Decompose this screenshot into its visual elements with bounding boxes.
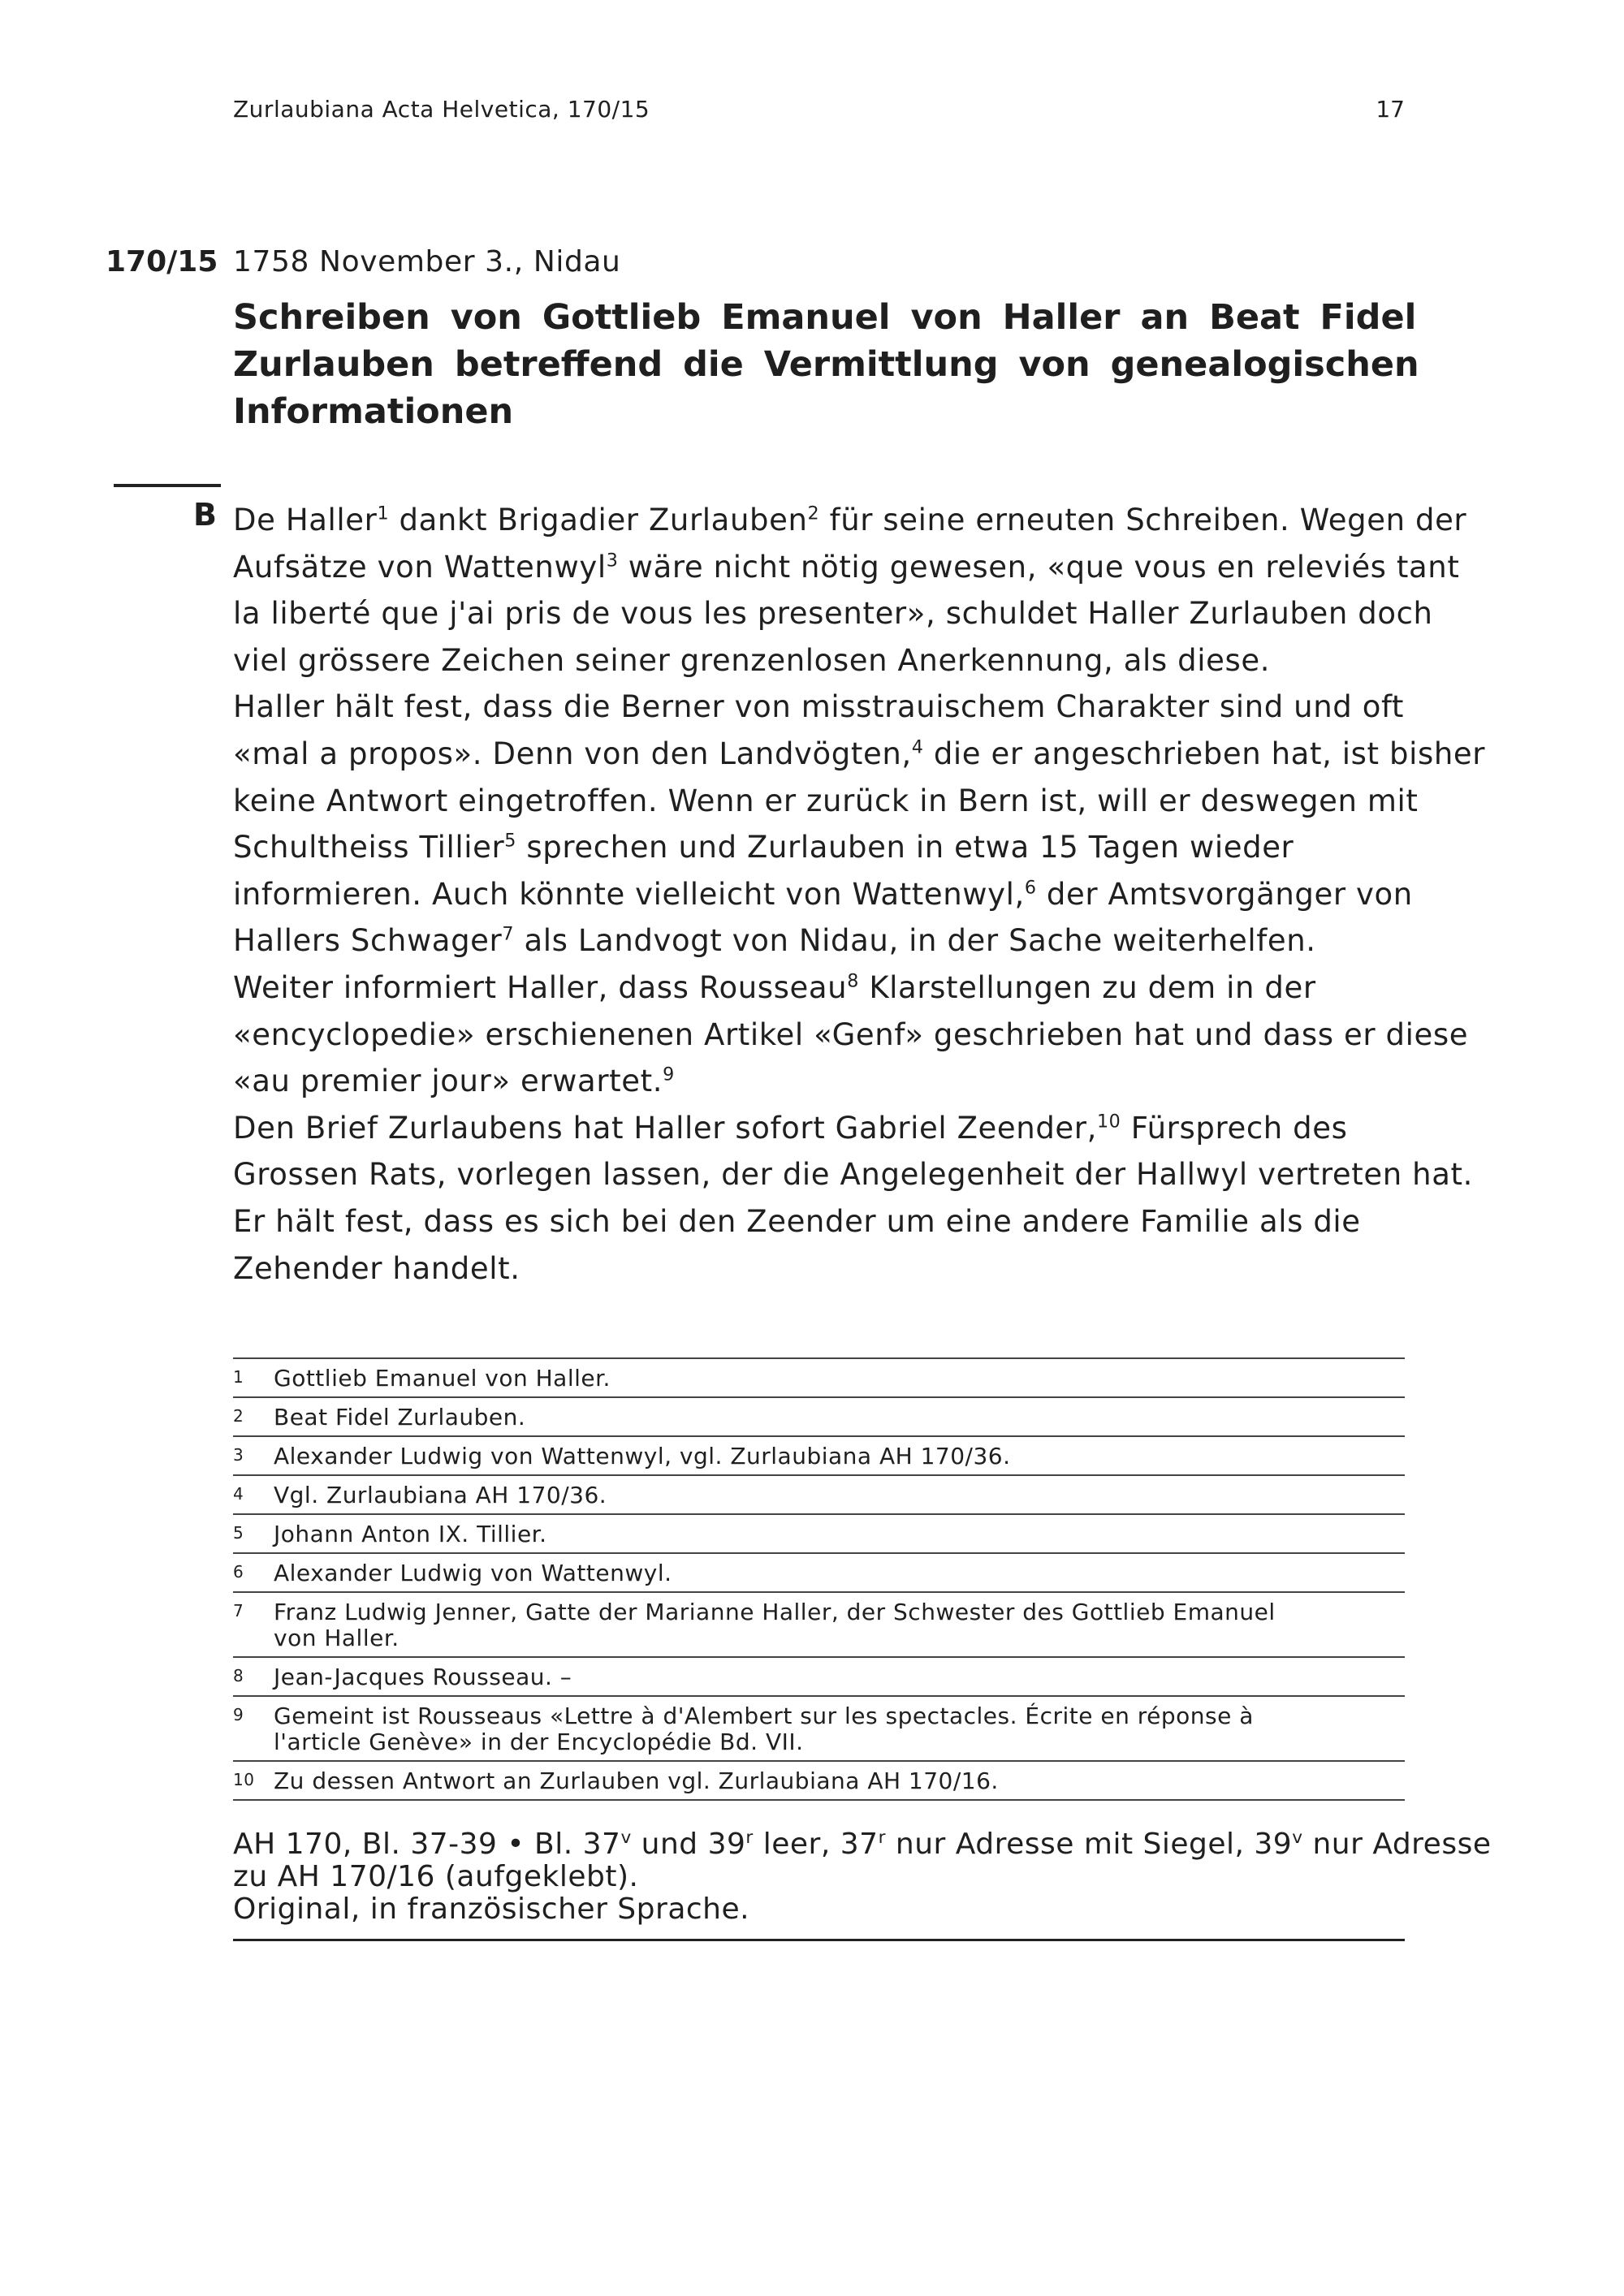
footnote-ref: 2 [807,503,820,524]
footnote-ref: 3 [606,550,619,572]
summary-line: la liberté que j'ai pris de vous les presenter», schuldet Haller Zurlauben doch [233,596,1433,632]
footnote-ref: 5 [504,830,517,852]
footnote-ref: v [620,1828,632,1848]
summary-line: Hallers Schwager$^7$ als Landvogt von Nidau, in der Sache weiterhelfen. [233,923,1316,959]
footnote [233,1435,1405,1474]
archive-line: AH 170, Bl. 37-39 • Bl. 37$^v$ und 39$^r$ leer, 37$^r$ nur Adresse mit Siegel, 39$^v$ nur Adresse [233,1828,1492,1861]
footnote-text: Beat Fidel Zurlauben. [274,1404,526,1431]
footnote [233,1656,1405,1695]
archive-line: zu AH 170/16 (aufgeklebt). [233,1860,639,1893]
footnote-text: l'article Genève» in der Encyclopédie Bd. VII. [274,1728,804,1755]
summary-line: Zehender handelt. [233,1250,520,1286]
footnote-number: 9 [233,1705,244,1724]
footnote-number: 8 [233,1666,244,1685]
summary-line: Er hält fest, dass es sich bei den Zeender um eine andere Familie als die [233,1203,1361,1239]
title-line: Schreiben von Gottlieb Emanuel von Haller an Beat Fidel [233,297,1417,338]
summary-line: Schultheiss Tillier$^5$ sprechen und Zurlauben in etwa 15 Tagen wieder [233,830,1294,865]
footnote-text: Franz Ludwig Jenner, Gatte der Marianne Haller, der Schwester des Gottlieb Emanuel [274,1599,1276,1625]
footnote [233,1474,1405,1513]
footnote-number: 5 [233,1523,244,1543]
footnote [233,1552,1405,1591]
footnote-ref: v [1292,1828,1303,1848]
footnote-text: von Haller. [274,1625,400,1651]
footnote [233,1357,1405,1396]
footnote [233,1513,1405,1552]
entry-number: 170/15 [106,245,218,278]
summary-line: De Haller$^1$ dankt Brigadier Zurlauben$^2$ für seine erneuten Schreiben. Wegen der [233,503,1467,537]
footnote-ref: r [745,1828,754,1848]
archive-line: Original, in französischer Sprache. [233,1892,750,1926]
title-line: Informationen [233,391,514,432]
footnote-text: Gottlieb Emanuel von Haller. [274,1365,611,1392]
footnote-number: 6 [233,1562,244,1582]
footnote-text: Zu dessen Antwort an Zurlauben vgl. Zurlaubiana AH 170/16. [274,1767,999,1794]
footnote-ref: 10 [1096,1111,1121,1133]
entry-title [233,294,1419,435]
section-letter: B [193,497,217,533]
summary-line: Den Brief Zurlaubens hat Haller sofort Gabriel Zeender,$^{10}$ Fürsprech des [233,1110,1348,1146]
footnote-text: Alexander Ludwig von Wattenwyl. [274,1560,672,1586]
footnote-ref: 7 [502,924,515,946]
footnote-text: Vgl. Zurlaubiana AH 170/36. [274,1482,607,1508]
footnote-number: 1 [233,1367,244,1387]
footnote-ref: 6 [1024,877,1037,899]
footnotes [233,1357,1405,1801]
page-number: 17 [1376,96,1405,123]
footnote-text: Gemeint ist Rousseaus «Lettre à d'Alembert sur les spectacles. Écrite en réponse à [274,1703,1254,1729]
footnote [233,1695,1405,1760]
summary-line: informieren. Auch könnte vielleicht von Wattenwyl,$^6$ der Amtsvorgänger von [233,876,1413,912]
footnote-ref: 8 [847,970,859,992]
footnote-ref: r [878,1828,886,1848]
section-rule [114,484,221,487]
footnote-ref: 1 [377,503,390,524]
footnote-number: 3 [233,1445,244,1465]
summary-line: Aufsätze von Wattenwyl$^3$ wäre nicht nötig gewesen, «que vous en releviés tant [233,549,1460,585]
summary-line: Grossen Rats, vorlegen lassen, der die Angelegenheit der Hallwyl vertreten hat. [233,1157,1473,1193]
summary-line: «au premier jour» erwartet.$^9$ [233,1064,675,1099]
summary-line: keine Antwort eingetroffen. Wenn er zurück in Bern ist, will er deswegen mit [233,783,1419,818]
footnote-number: 7 [233,1601,244,1621]
summary-line: «encyclopedie» erschienenen Artikel «Genf» geschrieben hat und dass er diese [233,1016,1469,1052]
footnotes-end-rule [233,1799,1405,1801]
footnote-number: 10 [233,1770,255,1789]
footnote [233,1396,1405,1435]
archive-reference [233,1828,1492,1941]
footnote-ref: 4 [911,736,924,758]
footnote [233,1591,1405,1656]
running-title: Zurlaubiana Acta Helvetica, 170/15 [233,96,650,123]
title-line: Zurlauben betreffend die Vermittlung von genealogischen [233,344,1419,385]
summary-line: Haller hält fest, dass die Berner von misstrauischem Charakter sind und oft [233,689,1405,725]
summary-line: Weiter informiert Haller, dass Rousseau$^8$ Klarstellungen zu dem in der [233,969,1316,1005]
summary-line: «mal a propos». Denn von den Landvögten,$^4$ die er angeschrieben hat, ist bisher [233,736,1486,771]
footnote-ref: 9 [663,1064,675,1085]
footnote [233,1760,1405,1799]
summary-text [233,497,1486,1292]
summary-line: viel grössere Zeichen seiner grenzenlosen Anerkennung, als diese. [233,642,1271,678]
footnote-text: Johann Anton IX. Tillier. [274,1521,547,1547]
footnote-text: Alexander Ludwig von Wattenwyl, vgl. Zurlaubiana AH 170/36. [274,1443,1011,1470]
footnote-number: 4 [233,1484,244,1504]
footnote-text: Jean-Jacques Rousseau. – [274,1664,572,1690]
entry-date-place: 1758 November 3., Nidau [233,245,621,278]
footnote-number: 2 [233,1406,244,1426]
